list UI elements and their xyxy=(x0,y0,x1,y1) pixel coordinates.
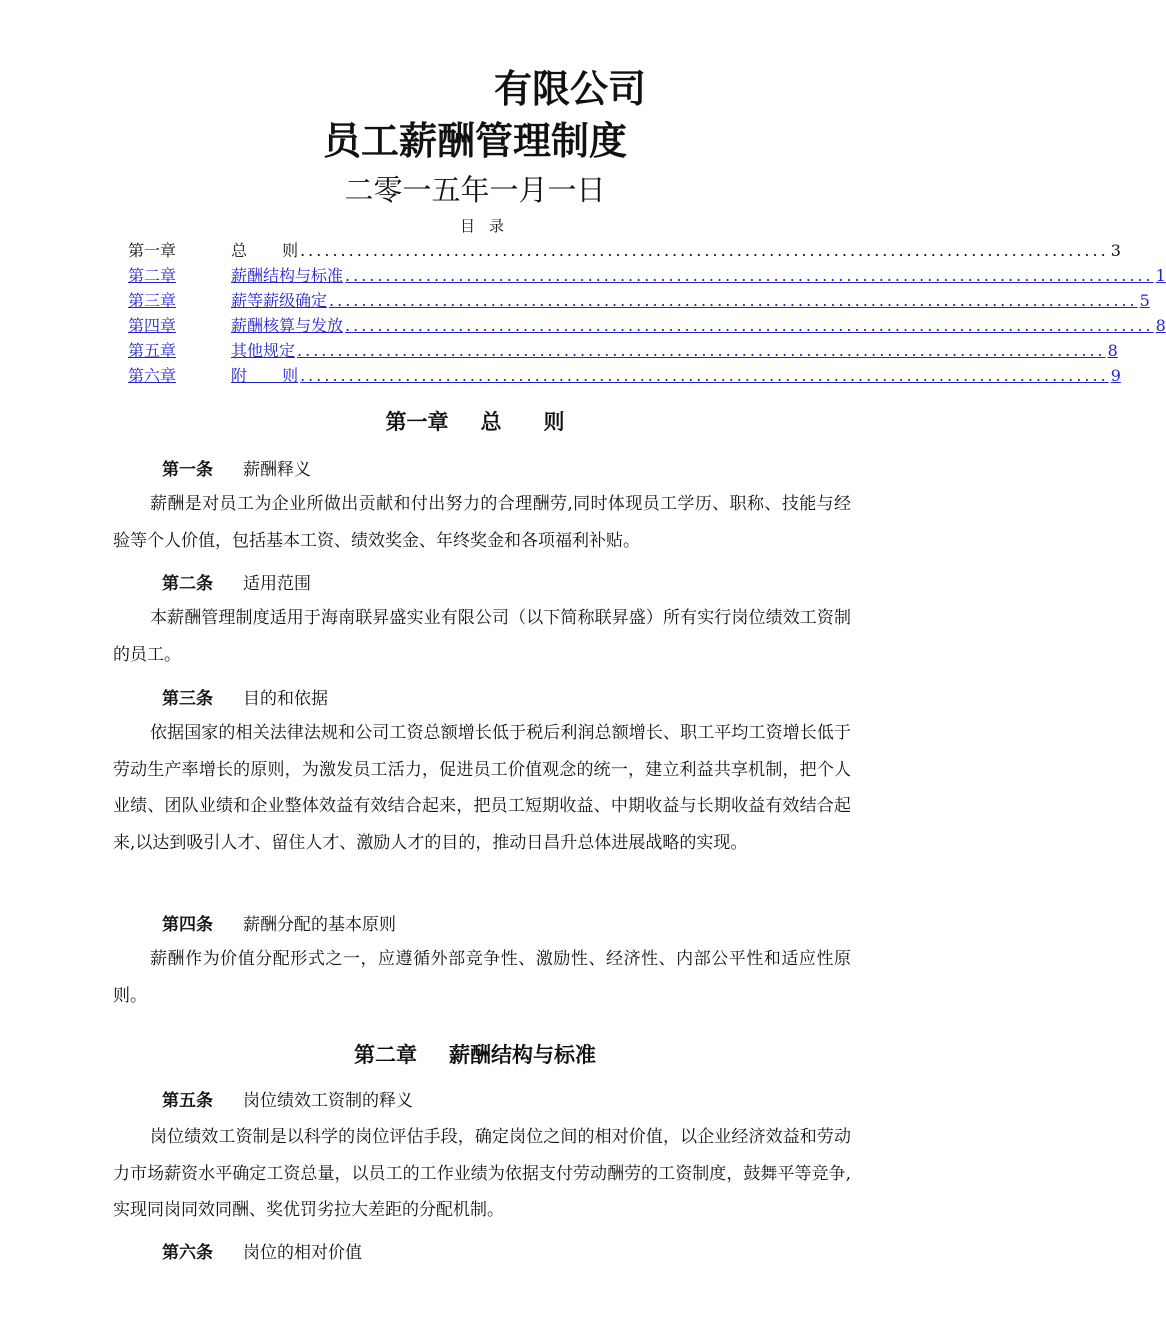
toc-item[interactable]: 第一章 总 则 .................................................................................................... 3 xyxy=(128,241,1121,260)
article-text: 岗位绩效工资制是以科学的岗位评估手段，确定岗位之间的相对价值，以企业经济效益和劳动力市场薪资水平确定工资总量，以员工的工作业绩为依据支付劳动酬劳的工资制度，鼓舞平等竞争,实现同岗同效同酬、奖优罚劣拉大差距的分配机制。 xyxy=(113,1127,851,1221)
toc-heading: 目录 xyxy=(459,217,518,235)
article-heading: 第四条 薪酬分配的基本原则 xyxy=(162,915,396,935)
article-text: 依据国家的相关法律法规和公司工资总额增长低于税后利润总额增长、职工平均工资增长低于劳动生产率增长的原则，为激发员工活力，促进员工价值观念的统一，建立利益共享机制，把个人业绩、团队业绩和企业整体效益有效结合起来，把员工短期收益、中期收益与长期收益有效结合起来,以达到吸引人才、留住人才、激励人才的目的，推动日昌升总体进展战略的实现。 xyxy=(113,723,851,853)
toc-item[interactable]: 第三章 薪等薪级确定 .................................................................................................... 5 xyxy=(128,291,1150,310)
toc-item[interactable]: 第四章 薪酬核算与发放 .................................................................................................... 8 xyxy=(128,316,1166,335)
toc-item[interactable]: 第二章 薪酬结构与标准 .................................................................................................... 1 xyxy=(128,266,1166,285)
article-text: 薪酬作为价值分配形式之一，应遵循外部竞争性、激励性、经济性、内部公平性和适应性原则。 xyxy=(113,949,851,1006)
article-heading: 第一条 薪酬释义 xyxy=(162,460,311,480)
article-heading: 第六条 岗位的相对价值 xyxy=(162,1243,362,1263)
article-heading: 第五条 岗位绩效工资制的释义 xyxy=(162,1091,413,1111)
article-heading: 第三条 目的和依据 xyxy=(162,689,328,709)
toc-item[interactable]: 第六章 附 则 .................................................................................................... 9 xyxy=(128,366,1121,385)
document-date: 二零一五年一月一日 xyxy=(344,173,606,207)
chapter-heading: 第二章 薪酬结构与标准 xyxy=(354,1043,596,1067)
company-name: 有限公司 xyxy=(493,67,646,111)
chapter-heading: 第一章 总 则 xyxy=(385,410,565,434)
toc-item[interactable]: 第五章 其他规定 .................................................................................................... 8 xyxy=(128,341,1118,360)
table-of-contents xyxy=(128,238,1166,388)
article-heading: 第二条 适用范围 xyxy=(162,574,311,594)
article-text: 薪酬是对员工为企业所做出贡献和付出努力的合理酬劳,同时体现员工学历、职称、技能与经验等个人价值，包括基本工资、绩效奖金、年终奖金和各项福利补贴。 xyxy=(113,494,851,551)
article-text: 本薪酬管理制度适用于海南联昇盛实业有限公司（以下简称联昇盛）所有实行岗位绩效工资制的员工。 xyxy=(113,608,851,665)
document-title: 员工薪酬管理制度 xyxy=(322,119,627,163)
